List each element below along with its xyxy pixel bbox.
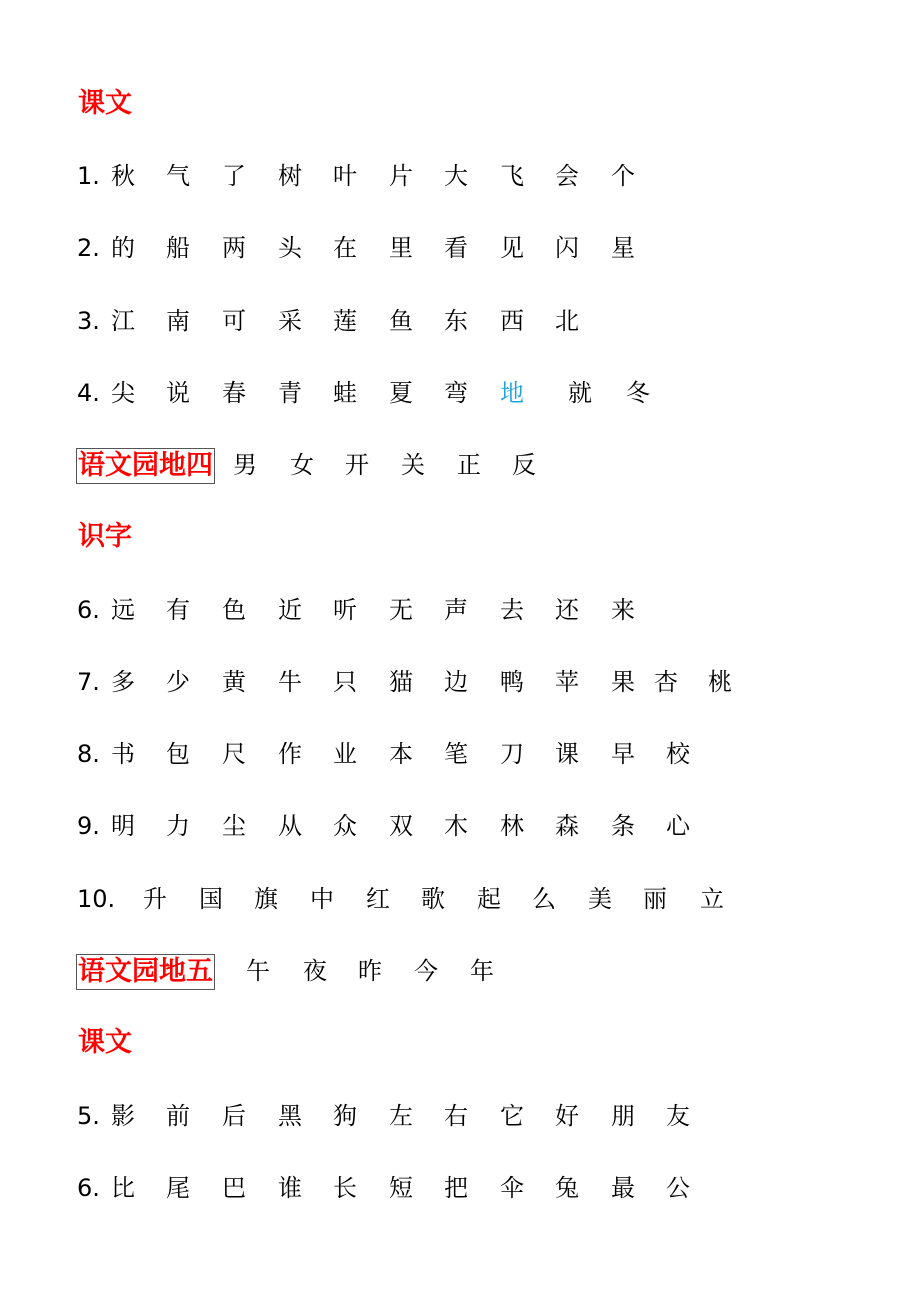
row-number: 2. [77, 234, 100, 262]
character: 短 [389, 1174, 413, 1202]
row-number: 3. [77, 307, 100, 335]
character: 笔 [444, 740, 468, 768]
character: 星 [611, 234, 635, 262]
character: 午 [246, 957, 270, 985]
character: 会 [555, 162, 579, 190]
character: 力 [166, 812, 190, 840]
character: 关 [401, 451, 425, 479]
character: 歌 [421, 885, 445, 913]
character: 中 [310, 885, 334, 913]
character: 叶 [333, 162, 357, 190]
character-row [0, 1168, 920, 1208]
character: 心 [666, 812, 690, 840]
character: 伞 [500, 1174, 524, 1202]
character: 大 [444, 162, 468, 190]
character: 就 [568, 379, 592, 407]
character: 地 [500, 379, 524, 407]
character: 去 [500, 596, 524, 624]
character: 本 [389, 740, 413, 768]
character: 有 [166, 596, 190, 624]
character: 只 [333, 668, 357, 696]
character-row [0, 806, 920, 846]
section-heading: 课文 [78, 1027, 132, 1058]
character: 尘 [222, 812, 246, 840]
character: 早 [611, 740, 635, 768]
character: 东 [444, 307, 468, 335]
character: 书 [111, 740, 135, 768]
character: 春 [222, 379, 246, 407]
character: 公 [666, 1174, 690, 1202]
character-row [0, 879, 920, 919]
character: 狗 [333, 1102, 357, 1130]
character: 两 [222, 234, 246, 262]
character: 杏 [654, 668, 678, 696]
row-number: 9. [77, 812, 100, 840]
character: 众 [333, 812, 357, 840]
character: 在 [333, 234, 357, 262]
character: 今 [414, 957, 438, 985]
character-row [0, 228, 920, 268]
character: 前 [166, 1102, 190, 1130]
character: 了 [222, 162, 246, 190]
character: 立 [700, 885, 724, 913]
character: 苹 [555, 668, 579, 696]
row-number: 6. [77, 1174, 100, 1202]
character: 比 [111, 1174, 135, 1202]
character: 里 [389, 234, 413, 262]
character: 看 [444, 234, 468, 262]
character: 明 [111, 812, 135, 840]
section-heading: 识字 [78, 521, 132, 552]
row-number: 1. [77, 162, 100, 190]
character: 江 [111, 307, 135, 335]
character: 弯 [444, 379, 468, 407]
section-box-label: 语文园地四 [76, 448, 215, 484]
character: 个 [611, 162, 635, 190]
character: 可 [222, 307, 246, 335]
character: 旗 [254, 885, 278, 913]
character: 谁 [278, 1174, 302, 1202]
character: 夏 [389, 379, 413, 407]
character: 片 [389, 162, 413, 190]
character: 少 [166, 668, 190, 696]
character: 船 [166, 234, 190, 262]
row-number: 7. [77, 668, 100, 696]
character: 把 [444, 1174, 468, 1202]
character: 冬 [626, 379, 650, 407]
character-row [0, 373, 920, 413]
character: 猫 [389, 668, 413, 696]
character: 南 [166, 307, 190, 335]
row-number: 6. [77, 596, 100, 624]
character: 它 [500, 1102, 524, 1130]
character: 巴 [222, 1174, 246, 1202]
character-row [0, 662, 920, 702]
character: 来 [611, 596, 635, 624]
character: 刀 [500, 740, 524, 768]
character: 无 [389, 596, 413, 624]
character: 边 [444, 668, 468, 696]
character: 开 [345, 451, 369, 479]
character: 见 [500, 234, 524, 262]
character: 最 [611, 1174, 635, 1202]
section-box-label: 语文园地五 [76, 954, 215, 990]
character: 反 [512, 451, 536, 479]
character: 西 [500, 307, 524, 335]
row-number: 8. [77, 740, 100, 768]
character: 黑 [278, 1102, 302, 1130]
row-number: 4. [77, 379, 100, 407]
character: 蛙 [333, 379, 357, 407]
character: 声 [444, 596, 468, 624]
character: 莲 [333, 307, 357, 335]
character: 北 [555, 307, 579, 335]
character: 么 [532, 885, 556, 913]
character: 丽 [643, 885, 667, 913]
character-row [0, 301, 920, 341]
character: 头 [278, 234, 302, 262]
character: 男 [233, 451, 257, 479]
character: 夜 [303, 957, 327, 985]
character: 飞 [500, 162, 524, 190]
character: 森 [555, 812, 579, 840]
row-number: 5. [77, 1102, 100, 1130]
character: 国 [199, 885, 223, 913]
character-row [0, 156, 920, 196]
character: 好 [555, 1102, 579, 1130]
character: 条 [611, 812, 635, 840]
character: 近 [278, 596, 302, 624]
character-row [0, 1096, 920, 1136]
character: 气 [166, 162, 190, 190]
character: 课 [555, 740, 579, 768]
character: 多 [111, 668, 135, 696]
character: 美 [588, 885, 612, 913]
character: 远 [111, 596, 135, 624]
character: 果 [611, 668, 635, 696]
character: 桃 [708, 668, 732, 696]
character: 从 [278, 812, 302, 840]
character: 年 [470, 957, 494, 985]
character: 鱼 [389, 307, 413, 335]
section-heading: 课文 [78, 88, 132, 119]
character: 色 [222, 596, 246, 624]
character: 左 [389, 1102, 413, 1130]
character: 长 [333, 1174, 357, 1202]
character: 升 [143, 885, 167, 913]
character-row [0, 734, 920, 774]
character: 影 [111, 1102, 135, 1130]
character: 的 [111, 234, 135, 262]
character: 女 [290, 451, 314, 479]
character: 尺 [222, 740, 246, 768]
character: 牛 [278, 668, 302, 696]
boxed-row [0, 951, 920, 991]
character: 尖 [111, 379, 135, 407]
character: 右 [444, 1102, 468, 1130]
character: 业 [333, 740, 357, 768]
character: 作 [278, 740, 302, 768]
character: 秋 [111, 162, 135, 190]
character: 兔 [555, 1174, 579, 1202]
character: 校 [666, 740, 690, 768]
character: 青 [278, 379, 302, 407]
character: 鸭 [500, 668, 524, 696]
character: 后 [222, 1102, 246, 1130]
character: 树 [278, 162, 302, 190]
character: 起 [477, 885, 501, 913]
character: 双 [389, 812, 413, 840]
character: 还 [555, 596, 579, 624]
character: 朋 [611, 1102, 635, 1130]
character: 红 [366, 885, 390, 913]
character: 说 [166, 379, 190, 407]
character: 听 [333, 596, 357, 624]
character: 昨 [358, 957, 382, 985]
character: 黄 [222, 668, 246, 696]
character: 尾 [166, 1174, 190, 1202]
character-row [0, 590, 920, 630]
character: 闪 [555, 234, 579, 262]
character: 木 [444, 812, 468, 840]
character: 采 [278, 307, 302, 335]
character: 林 [500, 812, 524, 840]
row-number: 10. [77, 885, 116, 913]
boxed-row [0, 445, 920, 485]
character: 正 [457, 451, 481, 479]
character: 友 [666, 1102, 690, 1130]
character: 包 [166, 740, 190, 768]
